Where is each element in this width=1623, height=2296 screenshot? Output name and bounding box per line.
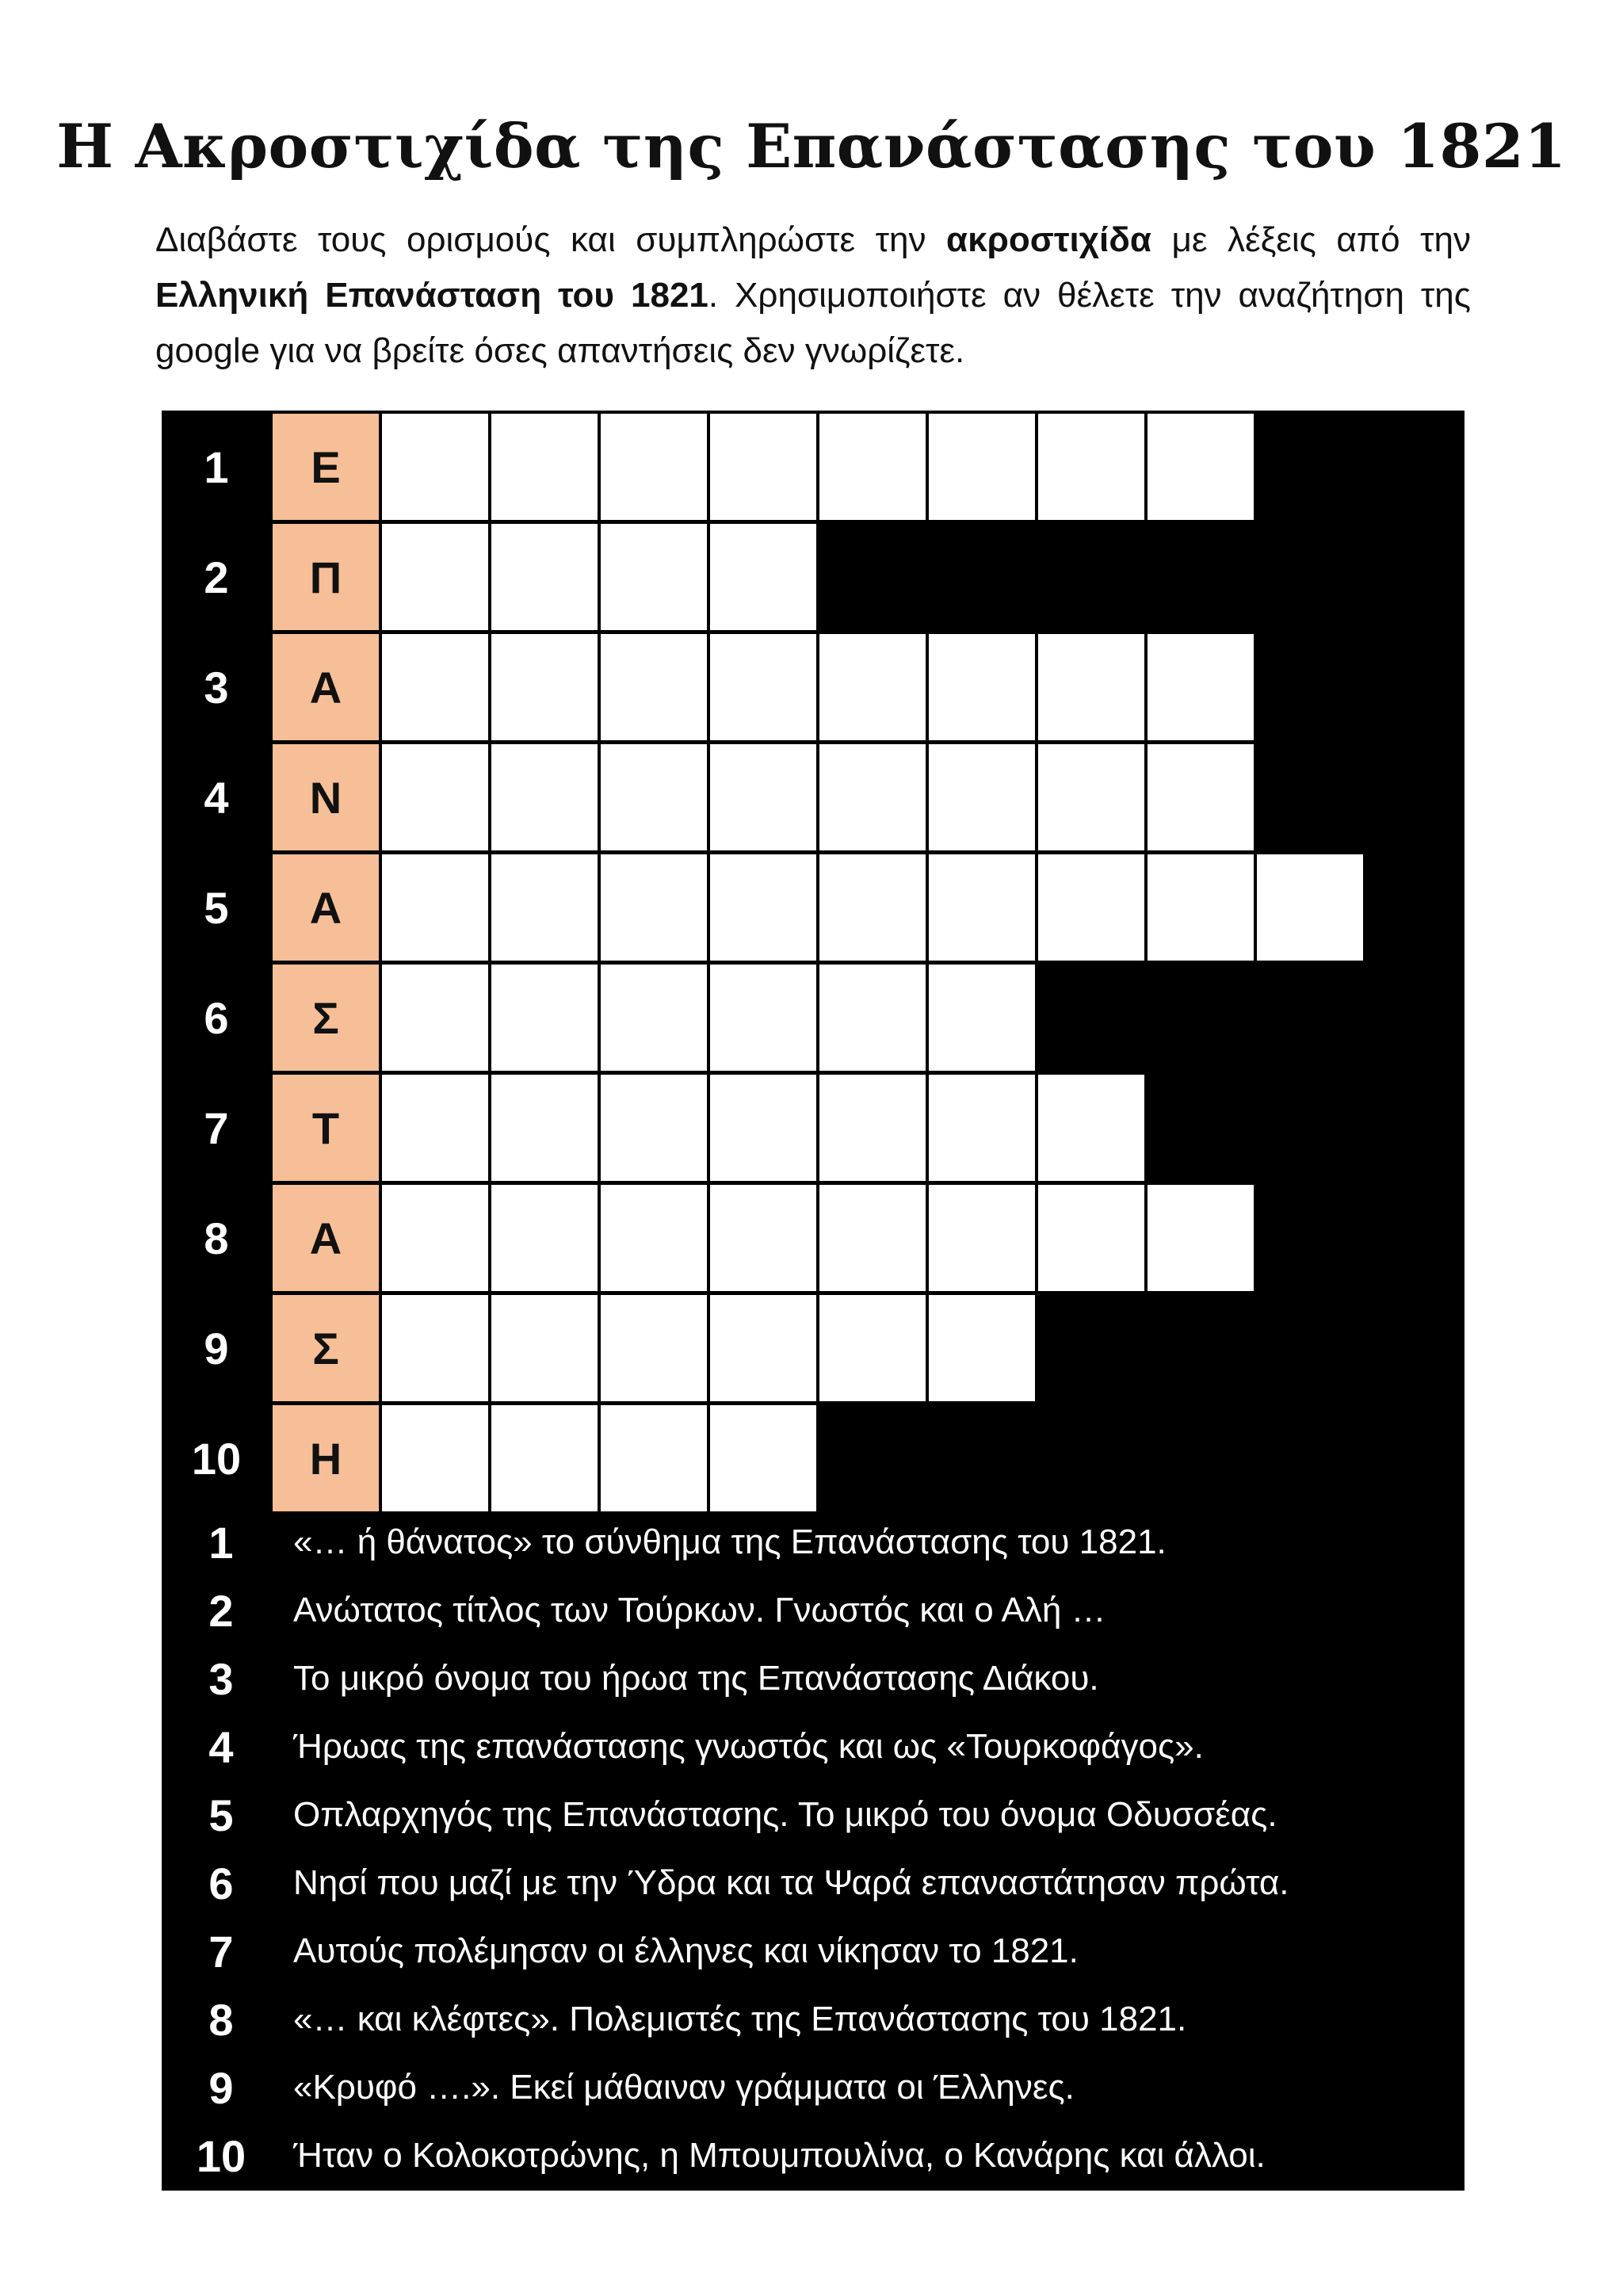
clue-text: Οπλαρχηγός της Επανάστασης. Το μικρό του όνομα Οδυσσέας.	[293, 1795, 1277, 1834]
answer-cell[interactable]	[380, 412, 490, 521]
row-number-8: 8	[204, 1213, 229, 1263]
instructions-text-1: Διαβάστε τους ορισμούς και συμπληρώστε την	[155, 220, 947, 259]
answer-cell[interactable]	[1146, 412, 1255, 521]
answer-cell[interactable]	[599, 412, 708, 521]
answer-cell[interactable]	[490, 1073, 599, 1182]
row-number-1: 1	[204, 441, 229, 492]
clue-number: 5	[208, 1790, 234, 1840]
answer-cell[interactable]	[927, 632, 1037, 742]
answer-cell[interactable]	[380, 1073, 490, 1182]
clue-item	[162, 2122, 1465, 2190]
clue-text: Νησί που μαζί με την Ύδρα και τα Ψαρά επαναστάτησαν πρώτα.	[293, 1863, 1289, 1902]
acrostic-letter-cell: Ε	[271, 412, 380, 521]
answer-cell[interactable]	[490, 743, 599, 852]
acrostic-letter-cell: Α	[271, 1183, 380, 1293]
answer-cell[interactable]	[818, 743, 927, 852]
clue-item	[162, 1917, 1465, 1985]
clue-text: «Κρυφό ….». Εκεί μάθαιναν γράμματα οι Έλληνες.	[293, 2068, 1075, 2107]
answer-cell[interactable]	[708, 522, 818, 632]
answer-cell[interactable]	[818, 412, 927, 521]
answer-cell[interactable]	[1037, 1073, 1146, 1182]
clue-item	[162, 1713, 1465, 1781]
answer-cell[interactable]	[1255, 853, 1365, 962]
clue-number: 2	[208, 1585, 234, 1636]
instructions-text-3: . Χρησιμοποιήστε αν θέλετε την αναζήτηση της google για να βρείτε όσες απαντήσεις δεν γνωρίζετε.	[155, 276, 1471, 370]
answer-cell[interactable]	[380, 1404, 490, 1513]
answer-cell[interactable]	[490, 522, 599, 632]
clue-item	[162, 1645, 1465, 1713]
clue-number: 8	[208, 1994, 234, 2045]
answer-cell[interactable]	[927, 853, 1037, 962]
answer-cell[interactable]	[380, 853, 490, 962]
acrostic-letter-cell: Σ	[271, 1293, 380, 1403]
answer-cell[interactable]	[1146, 853, 1255, 962]
answer-cell[interactable]	[708, 853, 818, 962]
answer-cell[interactable]	[818, 963, 927, 1072]
clue-item	[162, 1576, 1465, 1645]
answer-cell[interactable]	[490, 853, 599, 962]
clue-item	[162, 1508, 1465, 1576]
answer-cell[interactable]	[490, 632, 599, 742]
answer-cell[interactable]	[818, 853, 927, 962]
clue-text: Το μικρό όνομα του ήρωα της Επανάστασης Διάκου.	[293, 1659, 1099, 1698]
answer-cell[interactable]	[818, 1183, 927, 1293]
answer-cell[interactable]	[1146, 743, 1255, 852]
answer-cell[interactable]	[708, 1073, 818, 1182]
clue-item	[162, 1985, 1465, 2053]
instructions-bold-revolution: Ελληνική Επανάσταση του 1821	[155, 276, 708, 315]
answer-cell[interactable]	[599, 1293, 708, 1403]
answer-cell[interactable]	[1146, 632, 1255, 742]
answer-cell[interactable]	[927, 1293, 1037, 1403]
answer-cell[interactable]	[927, 1073, 1037, 1182]
answer-cell[interactable]	[927, 743, 1037, 852]
answer-cell[interactable]	[490, 1404, 599, 1513]
answer-cell[interactable]	[818, 1293, 927, 1403]
row-number-4: 4	[204, 772, 229, 823]
crossword-board	[162, 411, 1465, 2191]
clue-number: 9	[208, 2062, 234, 2113]
answer-cell[interactable]	[927, 1183, 1037, 1293]
answer-cell[interactable]	[927, 963, 1037, 1072]
answer-cell[interactable]	[708, 1293, 818, 1403]
answer-cell[interactable]	[380, 522, 490, 632]
clue-number: 4	[208, 1721, 234, 1772]
answer-cell[interactable]	[1037, 412, 1146, 521]
answer-cell[interactable]	[708, 632, 818, 742]
answer-cell[interactable]	[599, 1183, 708, 1293]
clue-number: 7	[208, 1926, 234, 1977]
clue-text: «… ή θάνατος» το σύνθημα της Επανάστασης του 1821.	[293, 1522, 1167, 1561]
row-number-9: 9	[204, 1323, 229, 1373]
answer-cell[interactable]	[490, 412, 599, 521]
row-number-10: 10	[191, 1433, 242, 1484]
answer-cell[interactable]	[599, 1404, 708, 1513]
answer-cell[interactable]	[599, 632, 708, 742]
row-number-2: 2	[204, 552, 229, 602]
answer-cell[interactable]	[599, 963, 708, 1072]
clue-text: Αυτούς πολέμησαν οι έλληνες και νίκησαν το 1821.	[293, 1931, 1079, 1970]
answer-cell[interactable]	[818, 1073, 927, 1182]
answer-cell[interactable]	[380, 632, 490, 742]
answer-cell[interactable]	[490, 963, 599, 1072]
answer-cell[interactable]	[927, 412, 1037, 521]
answer-cell[interactable]	[1037, 853, 1146, 962]
answer-cell[interactable]	[599, 743, 708, 852]
crossword-grid	[162, 411, 1465, 1508]
acrostic-letter-cell: Α	[271, 853, 380, 962]
clue-item	[162, 2053, 1465, 2122]
acrostic-letter-cell: Η	[271, 1404, 380, 1513]
acrostic-letter-cell: Σ	[271, 963, 380, 1072]
row-number-5: 5	[204, 882, 229, 933]
clue-text: Ήταν ο Κολοκοτρώνης, η Μπουμπουλίνα, ο Κανάρης και άλλοι.	[293, 2136, 1266, 2175]
answer-cell[interactable]	[490, 1293, 599, 1403]
page-title: Η Ακροστιχίδα της Επανάστασης του 1821	[56, 111, 1567, 181]
row-number-3: 3	[204, 662, 229, 712]
acrostic-letter-cell: Α	[271, 632, 380, 742]
row-number-6: 6	[204, 992, 229, 1043]
answer-cell[interactable]	[1146, 1183, 1255, 1293]
answer-cell[interactable]	[490, 1183, 599, 1293]
answer-cell[interactable]	[708, 1404, 818, 1513]
clue-item	[162, 1849, 1465, 1917]
clue-number: 10	[196, 2130, 246, 2181]
answer-cell[interactable]	[380, 1183, 490, 1293]
acrostic-letter-cell: Ν	[271, 743, 380, 852]
acrostic-letter-cell: Π	[271, 522, 380, 632]
clue-text: Ανώτατος τίτλος των Τούρκων. Γνωστός και ο Αλή …	[293, 1591, 1106, 1629]
answer-cell[interactable]	[599, 853, 708, 962]
instructions-bold-acrostic: ακροστιχίδα	[946, 220, 1151, 259]
answer-cell[interactable]	[1037, 632, 1146, 742]
clue-text: Ήρωας της επανάστασης γνωστός και ως «Τουρκοφάγος».	[293, 1727, 1204, 1766]
answer-cell[interactable]	[380, 1293, 490, 1403]
answer-cell[interactable]	[708, 963, 818, 1072]
clue-number: 3	[208, 1653, 234, 1704]
answer-cell[interactable]	[380, 963, 490, 1072]
answer-cell[interactable]	[599, 522, 708, 632]
answer-cell[interactable]	[599, 1073, 708, 1182]
acrostic-letter-cell: Τ	[271, 1073, 380, 1182]
clue-item	[162, 1781, 1465, 1849]
clue-text: «… και κλέφτες». Πολεμιστές της Επανάστασης του 1821.	[293, 2000, 1187, 2038]
instructions	[155, 212, 1471, 379]
answer-cell[interactable]	[708, 743, 818, 852]
answer-cell[interactable]	[708, 1183, 818, 1293]
answer-cell[interactable]	[708, 412, 818, 521]
answer-cell[interactable]	[380, 743, 490, 852]
clue-number: 6	[208, 1858, 234, 1908]
row-number-7: 7	[204, 1102, 229, 1153]
clue-number: 1	[208, 1517, 234, 1568]
answer-cell[interactable]	[818, 632, 927, 742]
instructions-text-2: με λέξεις από την	[1151, 220, 1471, 259]
answer-cell[interactable]	[1037, 1183, 1146, 1293]
answer-cell[interactable]	[1037, 743, 1146, 852]
